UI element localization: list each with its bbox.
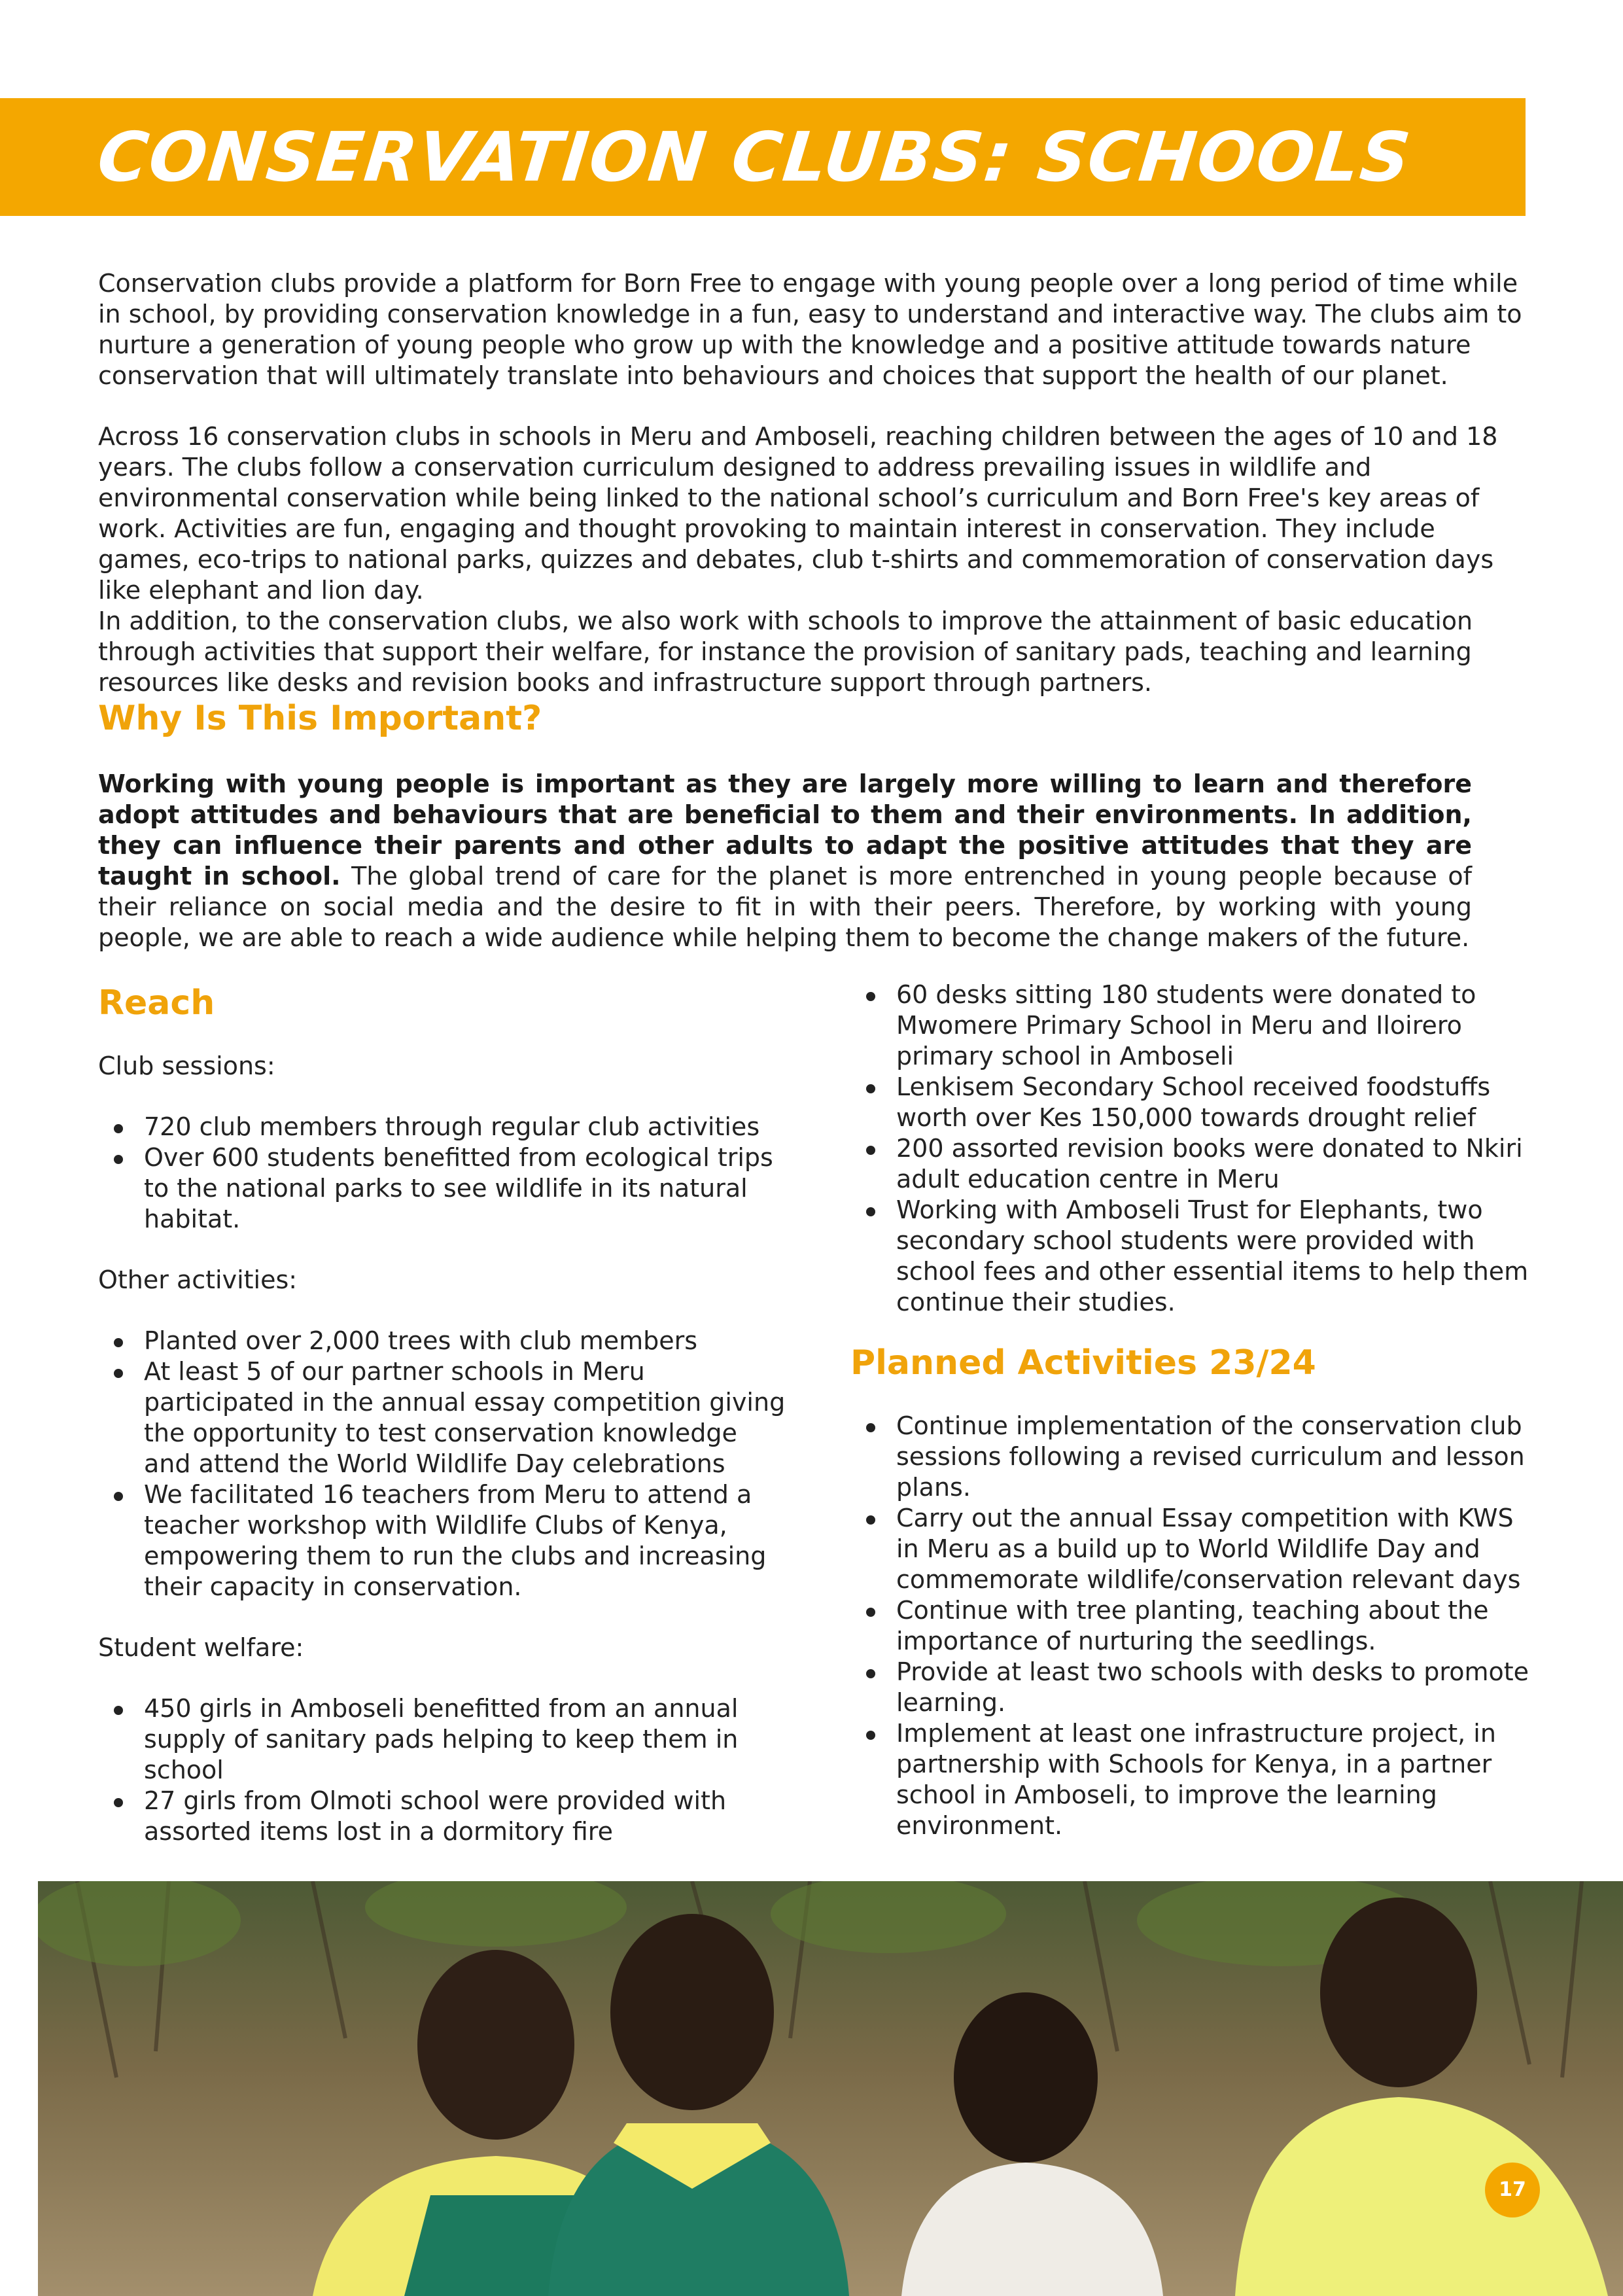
club-sessions-label: Club sessions: bbox=[98, 1051, 275, 1080]
page-title: CONSERVATION CLUBS: SCHOOLS bbox=[94, 117, 1416, 197]
intro-paragraph-1: Conservation clubs provide a platform for Born Free to engage with young people over a long period of time while in school, by providing conservation knowledge in a fun, easy to understand and interactive way. The clubs aim to nurture a generation of young people who grow up with the knowledge and a positive attitude towards nature conservation that will ultimately translate into behaviours and choices that support the health of our planet. bbox=[98, 269, 1522, 390]
intro-paragraph-2: Across 16 conservation clubs in schools in Meru and Amboseli, reaching children between the ages of 10 and 18 years. The clubs follow a conservation curriculum designed to address prevailing issues in wildlife and environmental conservation while being linked to the national school’s curriculum and Born Free's key areas of work. Activities are fun, engaging and thought provoking to maintain interest in conservation. They include games, eco-trips to national parks, quizzes and debates, club t-shirts and commemoration of conservation days like elephant and lion day. bbox=[98, 422, 1498, 605]
why-bold-text: Working with young people is important as they are largely more willing to learn and therefore adopt attitudes and behaviours that are beneficial to them and their environments. In addition, they can influence their parents and other adults to adapt the positive attitudes that they are taught in school. bbox=[98, 769, 1472, 891]
page-number-badge: 17 bbox=[1485, 2163, 1540, 2217]
intro-section bbox=[98, 268, 1524, 728]
list-item: 720 club members through regular club activities bbox=[144, 1112, 792, 1142]
list-item: We facilitated 16 teachers from Meru to attend a teacher workshop with Wildlife Clubs of Kenya, empowering them to run the clubs and increasing their capacity in conservation. bbox=[144, 1479, 792, 1602]
title-banner bbox=[0, 98, 1526, 216]
list-item: Working with Amboseli Trust for Elephants, two secondary school students were provided with school fees and other essential items to help them continue their studies. bbox=[896, 1195, 1544, 1318]
planned-heading: Planned Activities 23/24 bbox=[850, 1343, 1316, 1383]
planned-activities-list bbox=[850, 1411, 1544, 1841]
intro-paragraph-3: In addition, to the conservation clubs, we also work with schools to improve the attainment of basic education through activities that support their welfare, for instance the provision of sanitary pads, teaching and learning resources like desks and revision books and infrastructure support through partners. bbox=[98, 607, 1473, 697]
list-item: Implement at least one infrastructure project, in partnership with Schools for Kenya, in a partner school in Amboseli, to improve the learning environment. bbox=[896, 1718, 1544, 1841]
list-item: Planted over 2,000 trees with club members bbox=[144, 1326, 792, 1356]
list-item: Provide at least two schools with desks to promote learning. bbox=[896, 1657, 1544, 1718]
list-item: Continue implementation of the conservation club sessions following a revised curriculum and lesson plans. bbox=[896, 1411, 1544, 1503]
list-item: 27 girls from Olmoti school were provided with assorted items lost in a dormitory fire bbox=[144, 1786, 792, 1847]
students-photo-illustration bbox=[38, 1881, 1623, 2296]
reach-heading: Reach bbox=[98, 983, 215, 1023]
club-sessions-list bbox=[98, 1112, 792, 1235]
why-heading: Why Is This Important? bbox=[98, 699, 542, 738]
student-welfare-list-continued bbox=[850, 980, 1544, 1318]
list-item: Continue with tree planting, teaching about the importance of nurturing the seedlings. bbox=[896, 1595, 1544, 1657]
list-item: Carry out the annual Essay competition with KWS in Meru as a build up to World Wildlife Day and commemorate wildlife/conservation relevant days bbox=[896, 1503, 1544, 1595]
list-item: 450 girls in Amboseli benefitted from an annual supply of sanitary pads helping to keep them in school bbox=[144, 1693, 792, 1786]
students-photo bbox=[38, 1881, 1623, 2296]
list-item: Over 600 students benefitted from ecological trips to the national parks to see wildlife in its natural habitat. bbox=[144, 1142, 792, 1235]
other-activities-list bbox=[98, 1326, 792, 1602]
list-item: Lenkisem Secondary School received foodstuffs worth over Kes 150,000 towards drought relief bbox=[896, 1072, 1544, 1133]
reach-column bbox=[98, 981, 792, 1847]
list-item: 200 assorted revision books were donated to Nkiri adult education centre in Meru bbox=[896, 1133, 1544, 1195]
why-body-text: The global trend of care for the planet is more entrenched in young people because of their reliance on social media and the desire to fit in with their peers. Therefore, by working with young people, we are able to reach a wide audience while helping them to become the change makers of the future. bbox=[98, 862, 1473, 952]
student-welfare-list bbox=[98, 1693, 792, 1847]
why-paragraph bbox=[98, 769, 1472, 953]
student-welfare-label: Student welfare: bbox=[98, 1633, 304, 1662]
other-activities-label: Other activities: bbox=[98, 1265, 298, 1294]
list-item: 60 desks sitting 180 students were donated to Mwomere Primary School in Meru and Iloirero primary school in Amboseli bbox=[896, 980, 1544, 1072]
right-column bbox=[850, 980, 1544, 1841]
list-item: At least 5 of our partner schools in Meru participated in the annual essay competition giving the opportunity to test conservation knowledge and attend the World Wildlife Day celebrations bbox=[144, 1356, 792, 1479]
